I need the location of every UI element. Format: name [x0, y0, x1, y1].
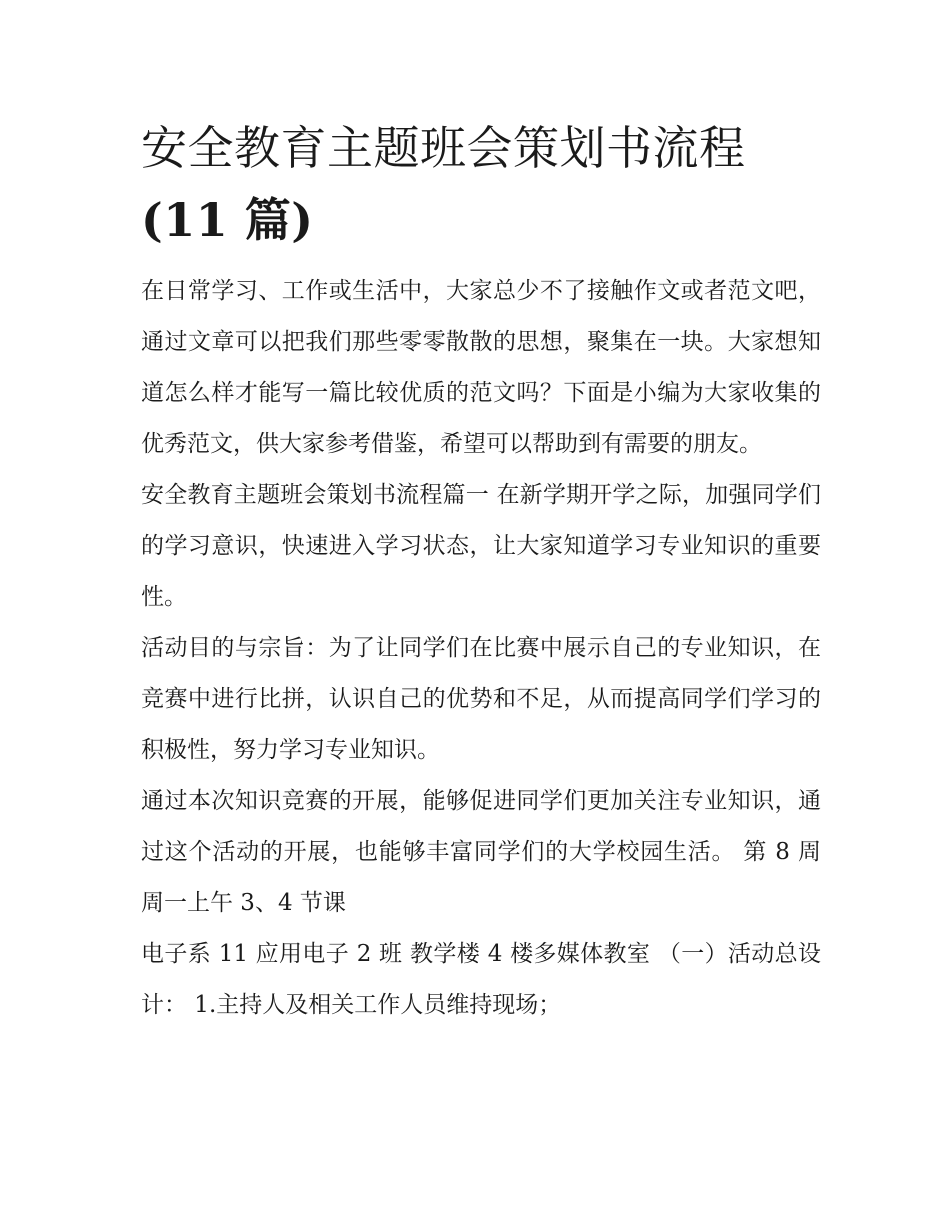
document-page [141, 112, 821, 1031]
paragraph-4: 电子系 11 应用电子 2 班 教学楼 4 楼多媒体教室 （一）活动总设计： 1.主持人及相关工作人员维持现场； [141, 941, 821, 1018]
paragraph-1: 安全教育主题班会策划书流程篇一 在新学期开学之际，加强同学们的学习意识，快速进入学习状态，让大家知道学习专业知识的重要性。 [141, 482, 821, 610]
title-line-2: (11 篇) [141, 193, 314, 247]
document-title [141, 112, 821, 256]
paragraph-2: 活动目的与宗旨：为了让同学们在比赛中展示自己的专业知识，在竞赛中进行比拼，认识自己的优势和不足，从而提高同学们学习的积极性，努力学习专业知识。 [141, 635, 821, 763]
title-line-1: 安全教育主题班会策划书流程 [141, 121, 746, 175]
paragraph-3: 通过本次知识竞赛的开展，能够促进同学们更加关注专业知识，通过这个活动的开展，也能够丰富同学们的大学校园生活。 第 8 周周一上午 3、4 节课 [141, 788, 821, 916]
paragraph-intro: 在日常学习、工作或生活中，大家总少不了接触作文或者范文吧，通过文章可以把我们那些零零散散的思想，聚集在一块。大家想知道怎么样才能写一篇比较优质的范文吗？下面是小编为大家收集的优秀范文，供大家参考借鉴，希望可以帮助到有需要的朋友。 [141, 278, 821, 457]
